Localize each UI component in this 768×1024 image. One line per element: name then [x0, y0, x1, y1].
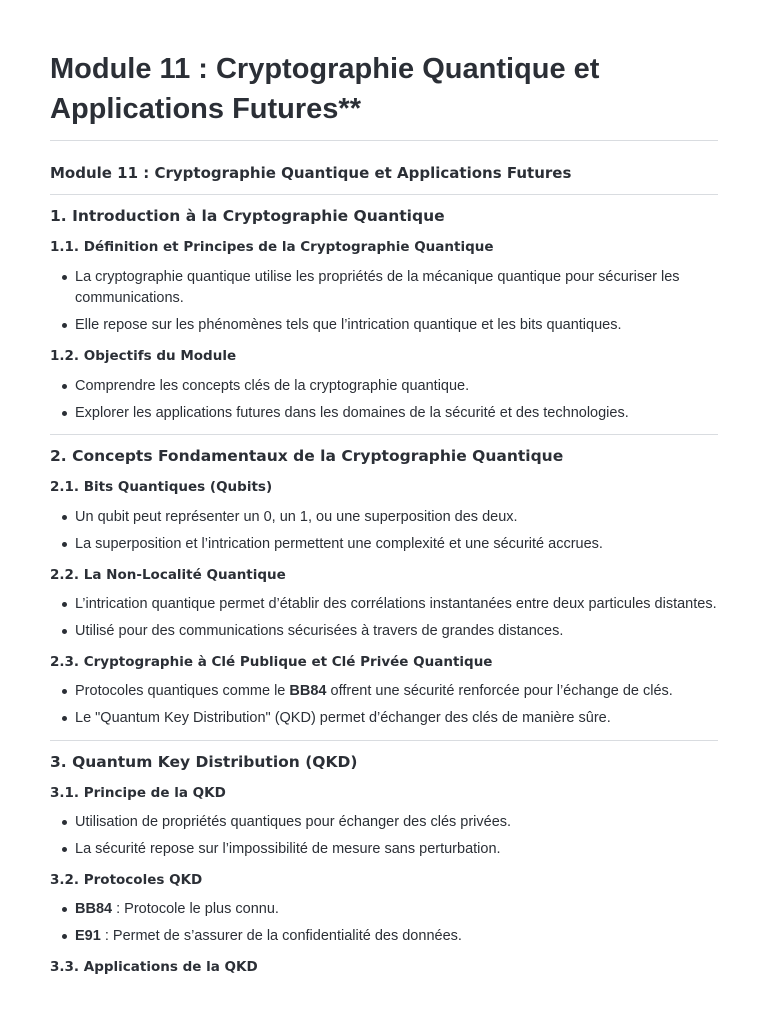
subsection-3-2-heading: 3.2. Protocoles QKD	[50, 872, 203, 888]
section-1-heading: 1. Introduction à la Cryptographie Quantique	[50, 207, 445, 225]
subsection-1-1-heading: 1.1. Définition et Principes de la Cryptographie Quantique	[50, 239, 494, 255]
subsection-2-3-list	[50, 681, 720, 735]
section-2-heading: 2. Concepts Fondamentaux de la Cryptographie Quantique	[50, 447, 564, 465]
item-text: : Protocole le plus connu.	[112, 901, 279, 917]
subsection-1-2-list	[50, 376, 720, 430]
subsection-2-1-heading: 2.1. Bits Quantiques (Qubits)	[50, 479, 273, 495]
list-item: Le "Quantum Key Distribution" (QKD) permet d’échanger des clés de manière sûre.	[50, 708, 720, 729]
module-divider	[50, 194, 718, 195]
list-item: L’intrication quantique permet d’établir des corrélations instantanées entre deux particules distantes.	[50, 594, 720, 615]
protocol-name: BB84	[75, 901, 113, 917]
section-3-heading: 3. Quantum Key Distribution (QKD)	[50, 753, 358, 771]
title-divider	[50, 140, 718, 141]
list-item: La superposition et l’intrication permettent une complexité et une sécurité accrues.	[50, 534, 720, 555]
subsection-2-2-list	[50, 594, 720, 648]
list-item	[50, 926, 720, 947]
subsection-1-1-list	[50, 267, 720, 342]
page-title: Module 11 : Cryptographie Quantique et Applications Futures**	[50, 53, 600, 125]
subsection-2-1-list	[50, 507, 720, 561]
list-item: Elle repose sur les phénomènes tels que l’intrication quantique et les bits quantiques.	[50, 315, 720, 336]
subsection-3-3-heading: 3.3. Applications de la QKD	[50, 959, 258, 975]
list-item	[50, 681, 720, 702]
subsection-3-1-heading: 3.1. Principe de la QKD	[50, 785, 226, 801]
subsection-3-1-list	[50, 812, 720, 866]
item-text: : Permet de s’assurer de la confidentialité des données.	[100, 928, 462, 944]
subsection-3-2-list	[50, 899, 720, 953]
list-item: Comprendre les concepts clés de la cryptographie quantique.	[50, 376, 720, 397]
item-text: Protocoles quantiques comme le	[75, 683, 290, 699]
section-divider	[50, 740, 718, 741]
list-item	[50, 899, 720, 920]
list-item: Utilisation de propriétés quantiques pour échanger des clés privées.	[50, 812, 720, 833]
section-divider	[50, 434, 718, 435]
subsection-2-3-heading: 2.3. Cryptographie à Clé Publique et Clé Privée Quantique	[50, 654, 493, 670]
subsection-1-2-heading: 1.2. Objectifs du Module	[50, 348, 237, 364]
protocol-name: E91	[75, 928, 101, 944]
list-item: La sécurité repose sur l’impossibilité de mesure sans perturbation.	[50, 839, 720, 860]
list-item: Un qubit peut représenter un 0, un 1, ou une superposition des deux.	[50, 507, 720, 528]
item-text: offrent une sécurité renforcée pour l’échange de clés.	[326, 683, 673, 699]
protocol-name: BB84	[289, 683, 327, 699]
module-heading: Module 11 : Cryptographie Quantique et Applications Futures	[50, 164, 572, 182]
subsection-2-2-heading: 2.2. La Non-Localité Quantique	[50, 567, 286, 583]
list-item: La cryptographie quantique utilise les propriétés de la mécanique quantique pour sécuriser les communications.	[50, 267, 720, 309]
list-item: Utilisé pour des communications sécurisées à travers de grandes distances.	[50, 621, 720, 642]
list-item: Explorer les applications futures dans les domaines de la sécurité et des technologies.	[50, 403, 720, 424]
